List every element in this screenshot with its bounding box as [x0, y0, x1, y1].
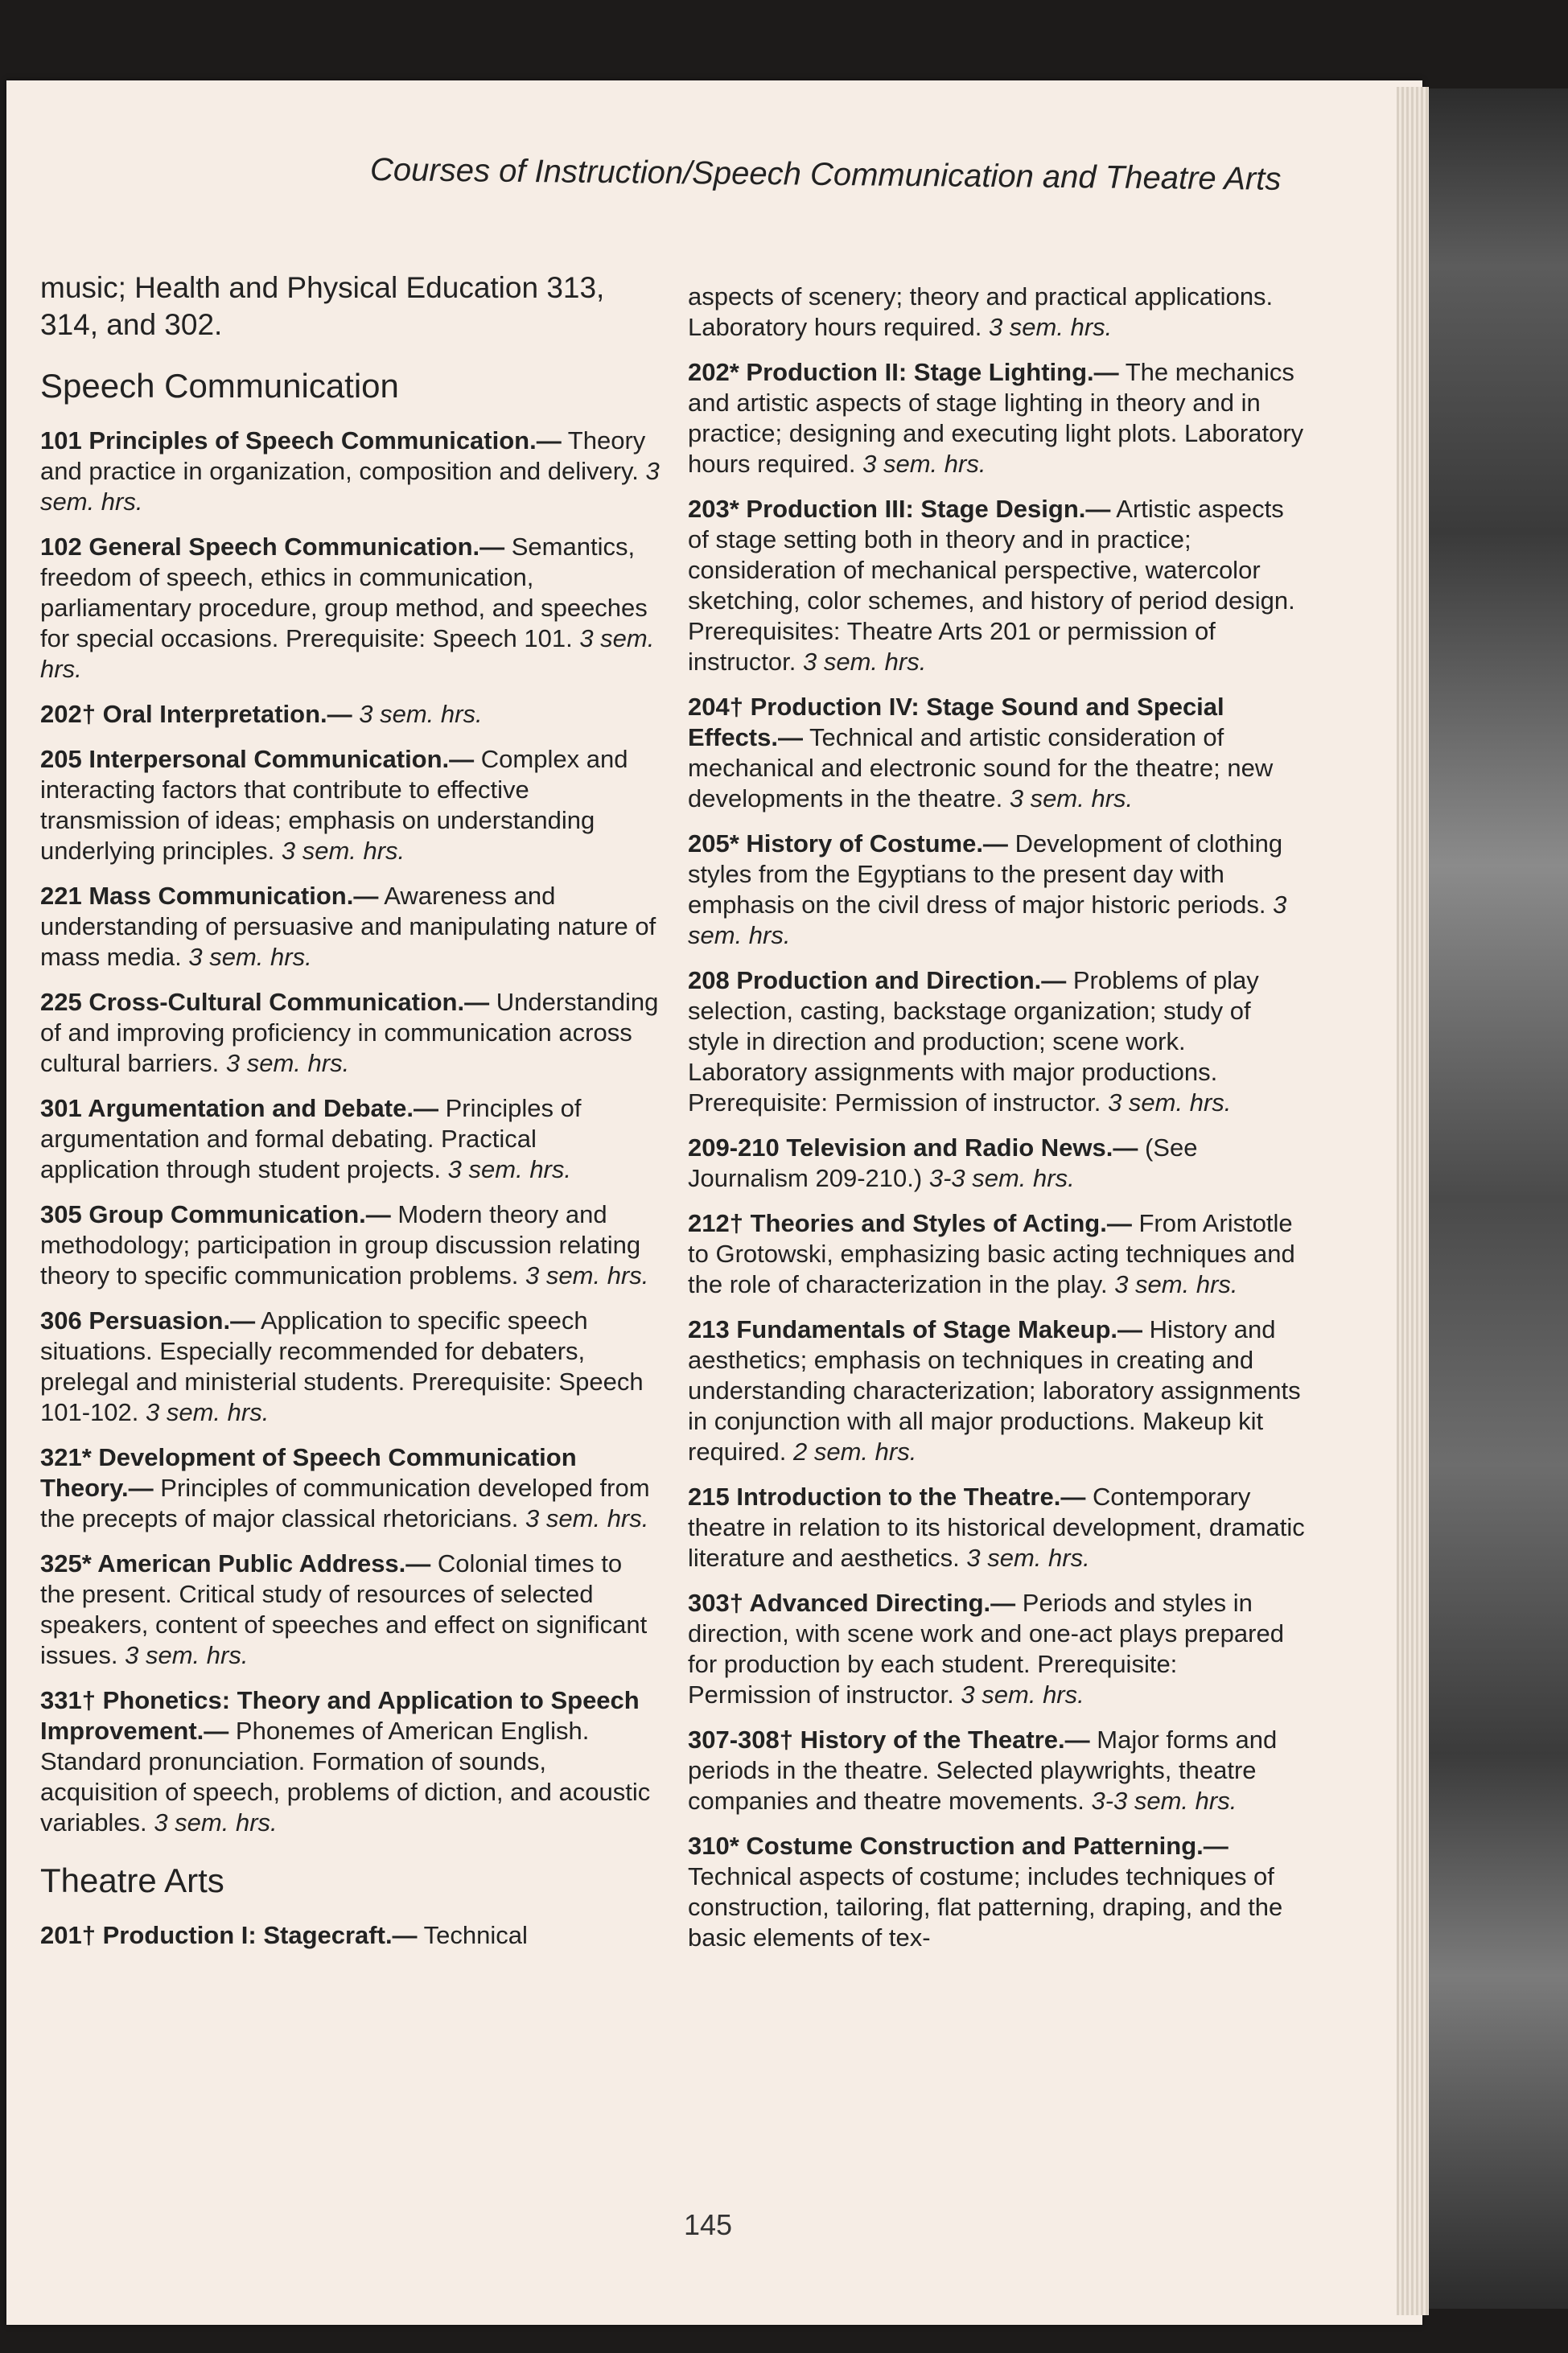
course-entry	[688, 357, 1307, 479]
course-entry	[688, 965, 1307, 1118]
course-description: Modern theory and methodology; participation in group discussion relating theory to specific communication problems.	[40, 1200, 641, 1290]
course-title: 209-210 Television and Radio News.—	[688, 1133, 1138, 1162]
course-entry	[688, 1208, 1307, 1300]
left-column	[40, 269, 660, 1965]
course-credit: 3 sem. hrs.	[688, 891, 1287, 949]
course-credit: 2 sem. hrs.	[792, 1438, 917, 1466]
right-column	[688, 282, 1307, 1968]
course-credit: 3-3 sem. hrs.	[928, 1164, 1075, 1192]
course-description: Major forms and periods in the theatre. Selected playwrights, theatre companies and theatre movements.	[688, 1726, 1278, 1815]
course-description: Understanding of and improving proficiency in communication across cultural barriers.	[40, 988, 659, 1077]
course-description: Awareness and understanding of persuasive and manipulating nature of mass media.	[40, 882, 656, 971]
course-description: Periods and styles in direction, with scene work and one-act plays prepared for production by each student. Prerequisite: Permission of instructor.	[688, 1589, 1284, 1709]
course-title: 221 Mass Communication.—	[40, 882, 379, 910]
course-title: 208 Production and Direction.—	[688, 966, 1067, 994]
course-entry-continued	[688, 282, 1307, 343]
course-title: 331† Phonetics: Theory and Application to Speech Improvement.—	[40, 1686, 640, 1745]
course-title: 205 Interpersonal Communication.—	[40, 745, 475, 773]
course-description: Theory and practice in organization, composition and delivery.	[40, 426, 646, 485]
course-description: Principles of communication developed from the precepts of major classical rhetoricians.	[40, 1474, 650, 1532]
course-entry	[688, 1831, 1307, 1953]
course-credit: 3 sem. hrs.	[1108, 1088, 1232, 1117]
course-description: Phonemes of American English. Standard pronunciation. Formation of sounds, acquisition of speech, problems of diction, and acoustic variables.	[40, 1717, 651, 1837]
course-credit: 3 sem. hrs.	[1009, 784, 1134, 812]
course-entry	[688, 692, 1307, 814]
course-entry	[40, 1685, 660, 1838]
course-description: Application to specific speech situations. Especially recommended for debaters, prelegal and ministerial students. Prerequisite: Speech 101-102.	[40, 1306, 644, 1426]
course-credit: 3-3 sem. hrs.	[1091, 1787, 1237, 1815]
course-description: Technical aspects of costume; includes techniques of construction, tailoring, flat patterning, draping, and the basic elements of tex-	[688, 1862, 1283, 1952]
course-title: 303† Advanced Directing.—	[688, 1589, 1016, 1617]
course-entry	[40, 881, 660, 973]
course-credit: 3 sem. hrs.	[447, 1155, 571, 1183]
course-entry	[40, 1306, 660, 1428]
course-credit: 3 sem. hrs.	[188, 943, 312, 971]
course-credit: 3 sem. hrs.	[862, 450, 986, 478]
course-entry	[40, 1093, 660, 1185]
course-description: The mechanics and artistic aspects of stage lighting in theory and in practice; designing and executing light plots. Laboratory hours required.	[688, 358, 1304, 478]
course-title: 204† Production IV: Stage Sound and Special Effects.—	[688, 693, 1224, 751]
course-description: Principles of argumentation and formal debating. Practical application through student projects.	[40, 1094, 582, 1183]
course-description: Complex and interacting factors that contribute to effective transmission of ideas; emphasis on understanding underlying principles.	[40, 745, 628, 865]
course-description: Problems of play selection, casting, backstage organization; study of style in direction and production; scene work. Laboratory assignments with major productions. Prerequisite: Permission of instructor.	[688, 966, 1259, 1117]
course-description: (See Journalism 209-210.)	[688, 1133, 1198, 1192]
course-entry	[688, 829, 1307, 951]
course-title: 307-308† History of the Theatre.—	[688, 1726, 1090, 1754]
left-intro: music; Health and Physical Education 313, 314, and 302.	[40, 271, 605, 341]
course-title: 215 Introduction to the Theatre.—	[688, 1483, 1086, 1511]
course-description: History and aesthetics; emphasis on techniques in creating and understanding characterization; laboratory assignments in conjunction with all major productions. Makeup kit required.	[688, 1315, 1301, 1466]
course-entry	[40, 1920, 660, 1951]
course-title: 225 Cross-Cultural Communication.—	[40, 988, 490, 1016]
course-entry	[40, 532, 660, 685]
course-entry	[688, 1725, 1307, 1816]
course-credit: 3 sem. hrs.	[1114, 1270, 1238, 1298]
page-edge	[1397, 87, 1429, 2315]
course-title: 205* History of Costume.—	[688, 829, 1008, 858]
course-credit: 3 sem. hrs.	[281, 837, 405, 865]
course-credit: 3 sem. hrs.	[961, 1680, 1084, 1709]
course-description: Artistic aspects of stage setting both in theory and in practice; consideration of mechanical perspective, watercolor sketching, color schemes, and history of period design. Prerequisites: Theatre Arts 201 or permission of instructor.	[688, 495, 1295, 676]
course-title: 213 Fundamentals of Stage Makeup.—	[688, 1315, 1143, 1343]
course-entry	[40, 1442, 660, 1534]
course-credit: 3 sem. hrs.	[525, 1504, 649, 1532]
course-description: aspects of scenery; theory and practical applications. Laboratory hours required.	[688, 282, 1274, 341]
course-entry	[40, 987, 660, 1079]
course-title: 201† Production I: Stagecraft.—	[40, 1921, 418, 1949]
course-description: From Aristotle to Grotowski, emphasizing basic acting techniques and the role of characterization in the play.	[688, 1209, 1295, 1298]
course-description: Technical and artistic consideration of mechanical and electronic sound for the theatre; new developments in the theatre.	[688, 723, 1274, 812]
course-title: 325* American Public Address.—	[40, 1549, 431, 1578]
course-credit: 3 sem. hrs.	[40, 457, 660, 516]
left-entries	[40, 426, 660, 1838]
course-title: 101 Principles of Speech Communication.—	[40, 426, 562, 455]
page-number: 145	[683, 2208, 733, 2241]
course-title: 301 Argumentation and Debate.—	[40, 1094, 438, 1122]
course-entry	[40, 1549, 660, 1671]
course-credit: 3 sem. hrs.	[803, 648, 927, 676]
course-title: 306 Persuasion.—	[40, 1306, 256, 1335]
course-description: Semantics, freedom of speech, ethics in communication, parliamentary procedure, group method, and speeches for special occasions. Prerequisite: Speech 101.	[40, 533, 648, 652]
course-description: Technical	[423, 1921, 528, 1949]
course-description: Colonial times to the present. Critical study of resources of selected speakers, content of speeches and effect on significant issues.	[40, 1549, 648, 1669]
course-title: 212† Theories and Styles of Acting.—	[688, 1209, 1132, 1237]
running-head: Courses of Instruction/Speech Communication and Theatre Arts	[369, 151, 1282, 197]
course-entry	[40, 699, 660, 730]
course-credit: 3 sem. hrs.	[40, 624, 655, 683]
course-entry	[40, 744, 660, 866]
course-entry	[688, 1482, 1307, 1573]
course-entry	[688, 1588, 1307, 1710]
course-credit: 3 sem. hrs.	[146, 1398, 270, 1426]
course-credit: 3 sem. hrs.	[525, 1261, 649, 1290]
course-entry	[688, 1314, 1307, 1467]
course-entry	[688, 1133, 1307, 1194]
course-title: 102 General Speech Communication.—	[40, 533, 505, 561]
course-credit: 3 sem. hrs.	[125, 1641, 249, 1669]
course-title: 203* Production III: Stage Design.—	[688, 495, 1111, 523]
section-heading-theatre: Theatre Arts	[40, 1861, 224, 1899]
course-entry	[40, 1199, 660, 1291]
course-credit: 3 sem. hrs.	[966, 1544, 1090, 1572]
course-description: Development of clothing styles from the Egyptians to the present day with emphasis on the civil dress of major historic periods.	[688, 829, 1283, 919]
book-binding	[1429, 88, 1568, 2309]
course-description: Contemporary theatre in relation to its historical development, dramatic literature and aesthetics.	[688, 1483, 1305, 1572]
course-credit: 3 sem. hrs.	[225, 1049, 350, 1077]
right-entries	[688, 357, 1307, 1953]
course-entry	[688, 494, 1307, 677]
course-title: 305 Group Communication.—	[40, 1200, 391, 1228]
course-credit: 3 sem. hrs.	[154, 1808, 278, 1837]
course-entry	[40, 426, 660, 517]
course-title: 310* Costume Construction and Patterning.—	[688, 1832, 1228, 1860]
course-title: 202† Oral Interpretation.—	[40, 700, 352, 728]
course-credit: 3 sem. hrs.	[988, 313, 1113, 341]
course-title: 321* Development of Speech Communication Theory.—	[40, 1443, 577, 1502]
section-heading-speech: Speech Communication	[40, 367, 399, 405]
course-title: 202* Production II: Stage Lighting.—	[688, 358, 1119, 386]
course-credit: 3 sem. hrs.	[359, 700, 483, 728]
